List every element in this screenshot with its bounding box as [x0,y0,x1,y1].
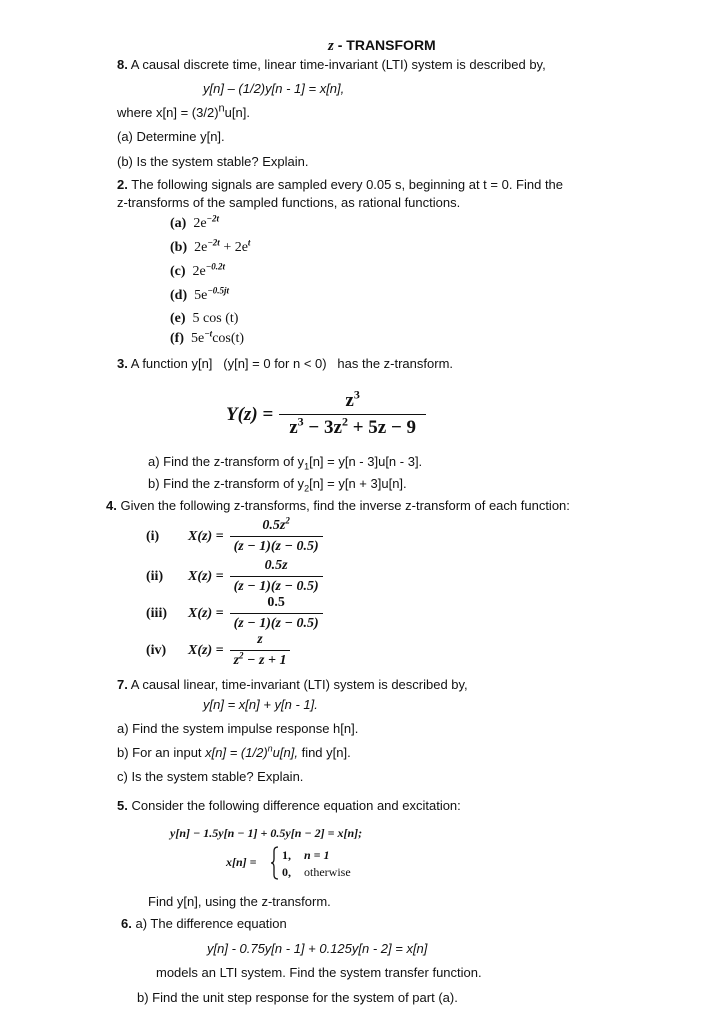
case-1-value: 1, [282,848,291,862]
part-a-sub: 1 [304,461,310,472]
part-b-input-2: u[n], [272,745,298,760]
signal-label: (c) [170,264,186,279]
inverse-item-iii [146,595,323,632]
denominator-rest: − z + 1 [243,653,287,668]
signal-exp: −t [204,328,213,339]
inverse-item-i [146,515,323,555]
denominator-text: (z − 1)(z − 0.5) [233,616,319,631]
part-b-exp: n [267,743,273,754]
item-lhs: X(z) = [188,528,224,544]
signal-item-d [170,285,230,304]
problem-3-transfer-fraction [226,387,426,439]
signal-item-c [170,261,225,280]
fraction [230,595,323,632]
signal-rest: cos(t) [212,331,245,346]
left-brace-icon [270,846,280,880]
signal-base: 2e [193,216,207,231]
problem-8-number: 8. [117,57,128,72]
signal-item-a [170,213,220,232]
signal-rest: + 2e [219,240,248,255]
title-text: - TRANSFORM [337,37,436,53]
problem-8-intro-line [117,57,546,72]
signal-label: (b) [170,240,188,255]
fraction-numerator [261,558,292,576]
numerator-base: z [345,390,354,411]
page-title [328,38,436,54]
signal-base: 5 cos (t) [192,311,239,326]
signal-exp: −2t [206,213,220,224]
fraction-numerator [263,595,289,613]
item-lhs: X(z) = [188,605,224,621]
denominator-text: (z − 1)(z − 0.5) [233,539,319,554]
inverse-item-iv [146,632,290,669]
problem-7-intro-line [117,677,468,692]
fraction-denominator [230,650,291,669]
problem-6-part-a [121,916,287,931]
signal-base: 5e [194,288,208,303]
numerator-text: 0.5 [267,595,285,610]
part-b-prefix: b) Find the z-transform of y [148,476,305,491]
fraction-numerator [258,515,293,536]
problem-7-number: 7. [117,677,128,692]
part-b-suffix: find y[n]. [297,745,351,760]
part-b-suffix: [n] = y[n + 3]u[n]. [309,476,407,491]
fraction [230,515,323,555]
title-z-glyph: z [328,38,334,54]
signal-exp: −0.2t [205,261,225,272]
fraction-numerator [341,387,363,414]
part-a-suffix: [n] = y[n - 3]u[n - 3]. [309,454,423,469]
problem-5-equation: y[n] − 1.5y[n − 1] + 0.5y[n − 2] = x[n]; [170,826,363,840]
problem-3-intro-line [117,356,453,371]
problem-4-intro: Given the following z-transforms, find the inverse z-transform of each function: [120,498,570,513]
problem-6-number: 6. [121,916,132,931]
den-exp-1: 3 [297,414,304,429]
fraction [230,558,323,595]
problem-8-part-b: (b) Is the system stable? Explain. [117,154,309,169]
numerator-text: 0.5z [264,558,288,573]
problem-7-part-b [117,745,351,760]
problem-4-number: 4. [106,498,117,513]
den-term-1: z [289,417,298,438]
problem-4-intro-line [106,498,570,513]
signal-label: (a) [170,216,187,231]
fraction-denominator [230,576,323,595]
numerator-text: z [257,632,263,647]
case-1-condition: n = 1 [304,848,330,862]
numerator-text: 0.5z [262,518,286,533]
numerator-exp: 2 [285,515,290,526]
problem-3-number: 3. [117,356,128,371]
problem-2-number: 2. [117,177,128,192]
signal-base: 5e [191,331,205,346]
problem-8-where-exp: n [218,102,225,115]
problem-8-equation: y[n] – (1/2)y[n - 1] = x[n], [203,81,345,96]
case-2-condition: otherwise [304,865,351,879]
problem-8-where [117,102,250,120]
case-2-value: 0, [282,865,291,879]
problem-7-equation: y[n] = x[n] + y[n - 1]. [203,697,318,712]
fraction [279,387,426,439]
problem-6-equation: y[n] - 0.75y[n - 1] + 0.125y[n - 2] = x[n] [207,941,428,956]
item-label: (iv) [146,642,167,658]
problem-5-find: Find y[n], using the z-transform. [148,894,331,909]
problem-8-where-suffix: u[n]. [224,105,250,120]
denominator-text: (z − 1)(z − 0.5) [233,579,319,594]
signal-item-b [170,237,251,256]
part-b-sub: 2 [304,483,310,494]
den-term-2: − 3z [303,417,342,438]
den-exp-2: 2 [341,414,348,429]
part-b-input: x[n] = (1/2) [205,745,268,760]
problem-8-intro: A causal discrete time, linear time-invariant (LTI) system is described by, [130,57,546,72]
part-a-prefix: a) Find the z-transform of y [148,454,305,469]
problem-2-line-1 [117,177,563,192]
problem-5-number: 5. [117,798,128,813]
signal-exp-2: t [247,237,251,248]
fraction-denominator [230,536,323,555]
problem-7-intro: A causal linear, time-invariant (LTI) system is described by, [130,677,468,692]
problem-5-intro-line [117,798,461,813]
item-lhs: X(z) = [188,568,224,584]
problem-2-line-2: z-transforms of the sampled functions, as rational functions. [117,195,461,210]
signal-item-e [170,311,238,327]
den-term-3: + 5z − 9 [347,417,417,438]
signal-label: (e) [170,311,186,326]
piecewise-lhs: x[n] = [226,855,257,869]
signal-label: (d) [170,288,188,303]
problem-8-part-a: (a) Determine y[n]. [117,129,225,144]
problem-3-part-a [148,454,423,472]
problem-3-intro: A function y[n] (y[n] = 0 for n < 0) has the z-transform. [130,356,454,371]
problem-6-part-b: b) Find the unit step response for the system of part (a). [137,990,458,1005]
numerator-exp: 3 [353,387,360,402]
fraction-numerator [253,632,266,650]
item-label: (ii) [146,568,164,584]
signal-exp: −0.5jt [207,285,230,296]
signal-base: 2e [194,240,208,255]
problem-6-models: models an LTI system. Find the system transfer function. [156,965,482,980]
fraction-lhs: Y(z) = [226,403,274,425]
signal-item-f [170,328,245,347]
fraction [230,632,291,669]
problem-5-intro: Consider the following difference equation and excitation: [131,798,461,813]
denominator-exp: 2 [239,650,244,661]
problem-8-where-prefix: where x[n] = (3/2) [117,105,219,120]
fraction-denominator [279,414,426,439]
part-b-prefix: b) For an input [117,745,206,760]
signal-label: (f) [170,331,184,346]
problem-2-intro-1: The following signals are sampled every 0.05 s, beginning at t = 0. Find the [131,177,564,192]
problem-3-part-b [148,476,407,494]
fraction-denominator [230,613,323,632]
problem-7-part-c: c) Is the system stable? Explain. [117,769,304,784]
item-lhs: X(z) = [188,642,224,658]
problem-6-part-a-text: a) The difference equation [135,916,287,931]
item-label: (i) [146,528,160,544]
problem-7-part-a: a) Find the system impulse response h[n]. [117,721,359,736]
item-label: (iii) [146,605,167,621]
inverse-item-ii [146,558,323,595]
signal-exp: −2t [207,237,220,248]
signal-base: 2e [192,264,206,279]
denominator-base: z [233,653,240,668]
